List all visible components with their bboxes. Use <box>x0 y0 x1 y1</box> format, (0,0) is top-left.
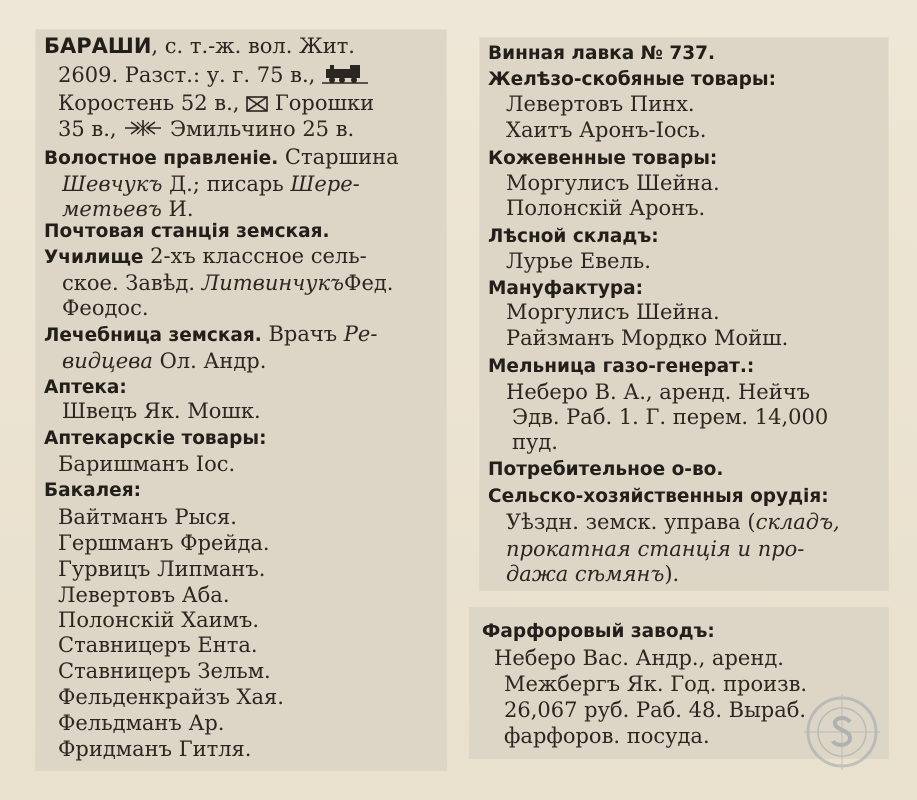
school-line-2 <box>62 271 393 295</box>
telegraph-icon <box>123 118 163 143</box>
hospital-line-2-rest: Ол. Андр. <box>152 349 267 373</box>
grocery-heading: Бакалея: <box>44 480 141 501</box>
pharmacy-heading: Аптека: <box>44 377 127 398</box>
hospital-doctor-name: Ре- <box>343 322 378 346</box>
pharmacy-heading-line <box>44 374 127 400</box>
school-line-3 <box>62 296 149 320</box>
list-item: Фельденкрайзъ Хая. <box>58 685 284 709</box>
agri-line-2-italic: прокатная станція и про- <box>506 537 805 561</box>
list-item: Полонскій Аронъ. <box>506 196 706 220</box>
list-item: Баришманъ Іос. <box>58 452 236 476</box>
hospital-rest: Врачъ <box>261 322 344 346</box>
hospital-line-2 <box>62 349 266 373</box>
agri-line-2 <box>506 537 804 561</box>
list-item: Полонскій Хаимъ. <box>58 608 260 632</box>
entry-line-2 <box>58 63 370 90</box>
volost-clerk-name-end: метьевъ <box>62 197 162 221</box>
porcelain-line-4: фарфоров. посуда. <box>504 724 710 748</box>
agri-line-1 <box>506 510 840 534</box>
coop-heading: Потребительное о-во. <box>488 459 724 480</box>
watermark-stamp-icon <box>802 692 882 772</box>
volost-rest: Старшина <box>278 145 399 169</box>
school-line-2-rest: Фед. <box>344 271 394 295</box>
entry-line-1-rest: , с. т.-ж. вол. Жит. <box>151 34 355 58</box>
agri-line-1-italic: складъ, <box>755 510 840 534</box>
volost-line-3-rest: И. <box>161 197 194 221</box>
mill-line-2: Эдв. Раб. 1. Г. перем. 14,000 <box>512 405 829 429</box>
entry-line-1 <box>44 34 355 58</box>
list-item: Ставницеръ Ента. <box>58 633 258 657</box>
hardware-heading: Желѣзо-скобяные товары: <box>488 69 777 90</box>
agri-line-1-text: Уѣздн. земск. управа ( <box>506 510 756 534</box>
wine-shop-line <box>488 40 715 66</box>
grocery-heading-line <box>44 477 141 503</box>
hospital-line-1 <box>44 322 377 348</box>
list-item: Вайтманъ Рыся. <box>58 505 237 529</box>
hardware-heading-line <box>488 66 776 92</box>
list-item: Фельдманъ Ар. <box>58 711 225 735</box>
list-item: Левертовъ Аба. <box>58 583 230 607</box>
post-station-line <box>44 218 330 244</box>
entry-line-3-post: Горошки <box>274 91 375 115</box>
leather-heading-line <box>488 145 717 171</box>
coop-line <box>488 456 723 482</box>
agri-line-3-rest: ). <box>664 562 680 586</box>
volost-heading: Волостное правленіе. <box>44 148 279 169</box>
porcelain-line-2: Межбергъ Як. Год. произв. <box>504 672 808 696</box>
list-item: Моргулисъ Шейна. <box>506 171 720 195</box>
list-item: Фридманъ Гитля. <box>58 737 252 761</box>
list-item: Хаитъ Аронъ-Іось. <box>506 118 707 142</box>
list-item: Левертовъ Пинх. <box>506 92 695 116</box>
school-rest: 2-хъ классное сель- <box>143 244 367 268</box>
volost-elder-name: Шевчукъ <box>62 172 163 196</box>
school-line-1 <box>44 244 367 270</box>
list-item: Гурвицъ Липманъ. <box>58 557 266 581</box>
school-heading: Училище <box>44 247 144 268</box>
list-item: Лурье Евель. <box>506 249 651 273</box>
post-envelope-icon <box>246 93 268 117</box>
porcelain-heading-line <box>482 618 715 644</box>
manufactory-heading: Мануфактура: <box>488 278 644 299</box>
pharma-goods-heading-line <box>44 425 267 451</box>
entry-line-4-text: 35 в., <box>58 117 117 141</box>
hospital-heading: Лечебница земская. <box>44 325 262 346</box>
manufactory-heading-line <box>488 275 643 301</box>
entry-line-2-text: 2609. Разст.: у. г. 75 в., <box>58 63 316 87</box>
volost-line-2 <box>62 172 360 196</box>
railway-icon <box>322 63 370 90</box>
entry-line-3 <box>58 91 374 117</box>
leather-heading: Кожевенные товары: <box>488 148 718 169</box>
entry-line-4-place: Эмильчино 25 в. <box>169 117 355 141</box>
porcelain-heading: Фарфоровый заводъ: <box>482 621 715 642</box>
post-station-heading: Почтовая станція земская. <box>44 221 330 242</box>
hospital-doctor-name-end: видцева <box>62 349 153 373</box>
school-head-name: Литвинчукъ <box>201 271 345 295</box>
porcelain-line-1: Неберо Вас. Андр., аренд. <box>494 646 784 670</box>
timber-heading: Лѣсной складъ: <box>488 226 659 247</box>
mill-line-1: Неберо В. А., аренд. Нейчъ <box>506 380 810 404</box>
list-item: Моргулисъ Шейна. <box>506 300 720 324</box>
school-line-2-text: ское. Завѣд. <box>62 271 202 295</box>
porcelain-line-3: 26,067 руб. Раб. 48. Выраб. <box>504 698 807 722</box>
wine-shop-heading: Винная лавка № 737. <box>488 43 715 64</box>
agri-line-3 <box>506 562 679 586</box>
entry-line-4 <box>58 117 354 143</box>
list-item: Гершманъ Фрейда. <box>58 531 270 555</box>
village-title: БАРАШИ <box>44 34 152 58</box>
pharma-goods-heading: Аптекарскіе товары: <box>44 428 267 449</box>
mill-heading: Мельница газо-генерат.: <box>488 356 755 377</box>
mill-line-3: пуд. <box>512 430 558 454</box>
mill-heading-line <box>488 353 754 379</box>
timber-heading-line <box>488 223 659 249</box>
school-line-3-text: Феодос. <box>62 296 149 320</box>
volost-clerk-name: Шере- <box>290 172 360 196</box>
volost-line-2-rest: Д.; писарь <box>162 172 291 196</box>
list-item: Швецъ Як. Мошк. <box>62 399 261 423</box>
agri-line-3-italic: дажа сѣмянъ <box>506 562 665 586</box>
list-item: Ставницеръ Зельм. <box>58 659 271 683</box>
agri-heading-line <box>488 483 829 509</box>
agri-heading: Сельско-хозяйственныя орудія: <box>488 486 829 507</box>
volost-line-1 <box>44 145 399 171</box>
entry-line-3-text: Коростень 52 в., <box>58 91 240 115</box>
list-item: Райзманъ Мордко Мойш. <box>506 326 789 350</box>
